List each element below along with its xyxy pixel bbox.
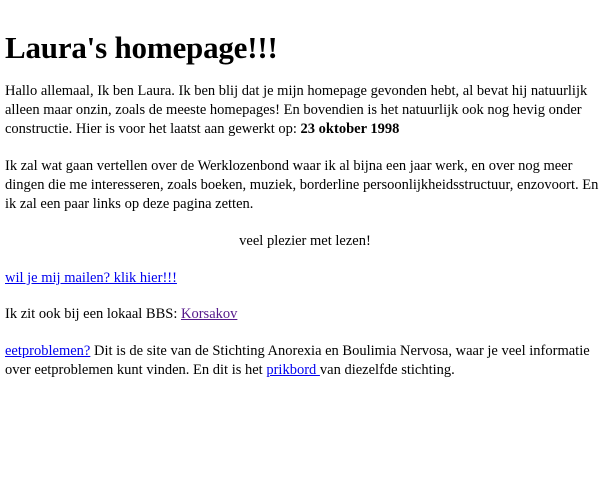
prikbord-link[interactable]: prikbord (266, 362, 320, 378)
eetproblemen-link[interactable]: eetproblemen? (5, 343, 91, 359)
eetproblemen-text: Dit is de site van de Stichting Anorexia en Boulimia Nervosa, waar je veel informatie over eetproblemen kunt vinden. En dit is het (5, 343, 590, 378)
last-updated-date: 23 oktober 1998 (300, 121, 400, 137)
mail-link[interactable]: wil je mij mailen? klik hier!!! (5, 270, 177, 286)
enjoy-reading-text: veel plezier met lezen! (239, 233, 371, 249)
intro-text: Hallo allemaal, Ik ben Laura. Ik ben blij dat je mijn homepage gevonden hebt, al bevat hij natuurlijk alleen maar onzin, zoals de meeste homepages! En bovendien is het natuurlijk ook nog hevig onder constructie. Hier is voor het laatst aan gewerkt op: (5, 83, 588, 137)
page-title: Laura's homepage!!! (5, 30, 278, 65)
bbs-text: Ik zit ook bij een lokaal BBS: (5, 306, 181, 322)
mail-paragraph (5, 269, 605, 288)
page-content (5, 0, 605, 380)
intro-paragraph (5, 82, 605, 139)
about-paragraph: Ik zal wat gaan vertellen over de Werklozenbond waar ik al bijna een jaar werk, en over nog meer dingen die me interesseren, zoals boeken, muziek, borderline persoonlijkheidsstructuur, enzovoort. En ik zal een paar links op deze pagina zetten. (5, 158, 599, 212)
bbs-paragraph (5, 305, 605, 324)
korsakov-link[interactable]: Korsakov (181, 306, 238, 322)
eetproblemen-paragraph (5, 342, 605, 380)
eetproblemen-text-end: van diezelfde stichting. (319, 362, 455, 378)
